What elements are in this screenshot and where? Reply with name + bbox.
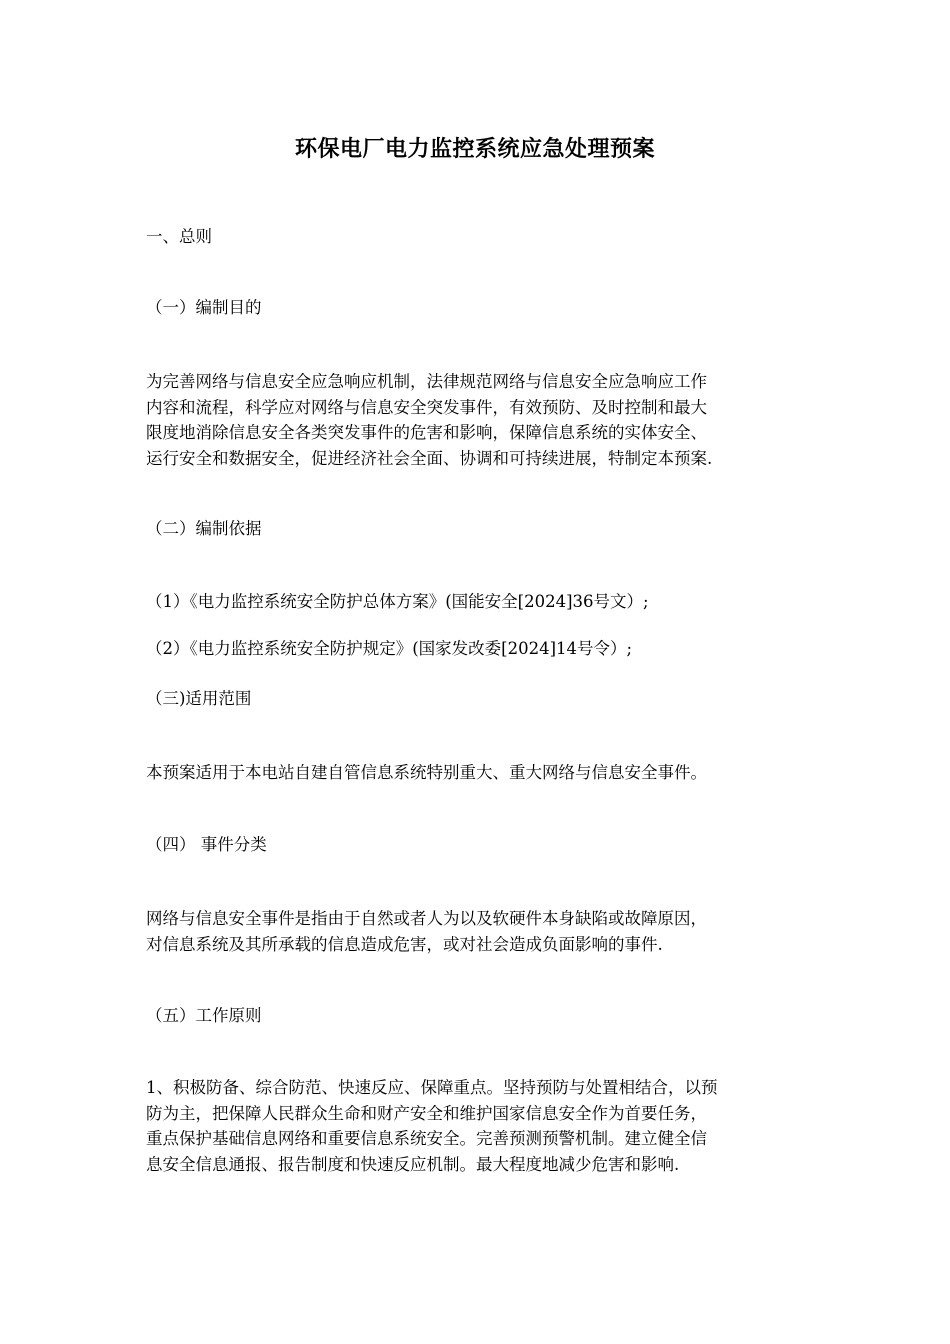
basis-item-2: （2）《电力监控系统安全防护规定》(国家发改委[2024]14号令）;: [146, 639, 633, 658]
subheading-classification: （四） 事件分类: [146, 835, 267, 854]
paragraph-line: 防为主，把保障人民群众生命和财产安全和维护国家信息安全作为首要任务，: [146, 1103, 707, 1123]
paragraph-line: 为完善网络与信息安全应急响应机制，法律规范网络与信息安全应急响应工作: [146, 372, 707, 391]
paragraph-scope: 本预案适用于本电站自建自管信息系统特别重大、重大网络与信息安全事件。: [146, 763, 707, 782]
paragraph-classification: [146, 906, 816, 957]
paragraph-line: 运行安全和数据安全，促进经济社会全面、协调和可持续进展，特制定本预案.: [146, 448, 713, 468]
subheading-basis: （二）编制依据: [146, 519, 262, 538]
paragraph-line: 1、积极防备、综合防范、快速反应、保障重点。坚持预防与处置相结合，以预: [146, 1078, 718, 1097]
paragraph-line: 内容和流程，科学应对网络与信息安全突发事件，有效预防、及时控制和最大: [146, 397, 707, 417]
paragraph-principles: [146, 1075, 816, 1177]
subheading-scope: （三)适用范围: [146, 689, 252, 708]
subheading-principles: （五）工作原则: [146, 1006, 262, 1025]
subheading-purpose: （一）编制目的: [146, 298, 262, 317]
paragraph-line: 息安全信息通报、报告制度和快速反应机制。最大程度地减少危害和影响.: [146, 1154, 680, 1174]
paragraph-line: 重点保护基础信息网络和重要信息系统安全。完善预测预警机制。建立健全信: [146, 1129, 707, 1148]
basis-item-1: （1）《电力监控系统安全防护总体方案》(国能安全[2024]36号文）;: [146, 592, 649, 611]
paragraph-line: 网络与信息安全事件是指由于自然或者人为以及软硬件本身缺陷或故障原因，: [146, 909, 707, 928]
document-title: 环保电厂电力监控系统应急处理预案: [294, 137, 655, 162]
paragraph-line: 限度地消除信息安全各类突发事件的危害和影响，保障信息系统的实体安全、: [146, 423, 707, 442]
section-heading-general: 一、总则: [146, 227, 212, 246]
paragraph-purpose: [146, 369, 816, 471]
paragraph-line: 对信息系统及其所承载的信息造成危害，或对社会造成负面影响的事件.: [146, 934, 663, 954]
